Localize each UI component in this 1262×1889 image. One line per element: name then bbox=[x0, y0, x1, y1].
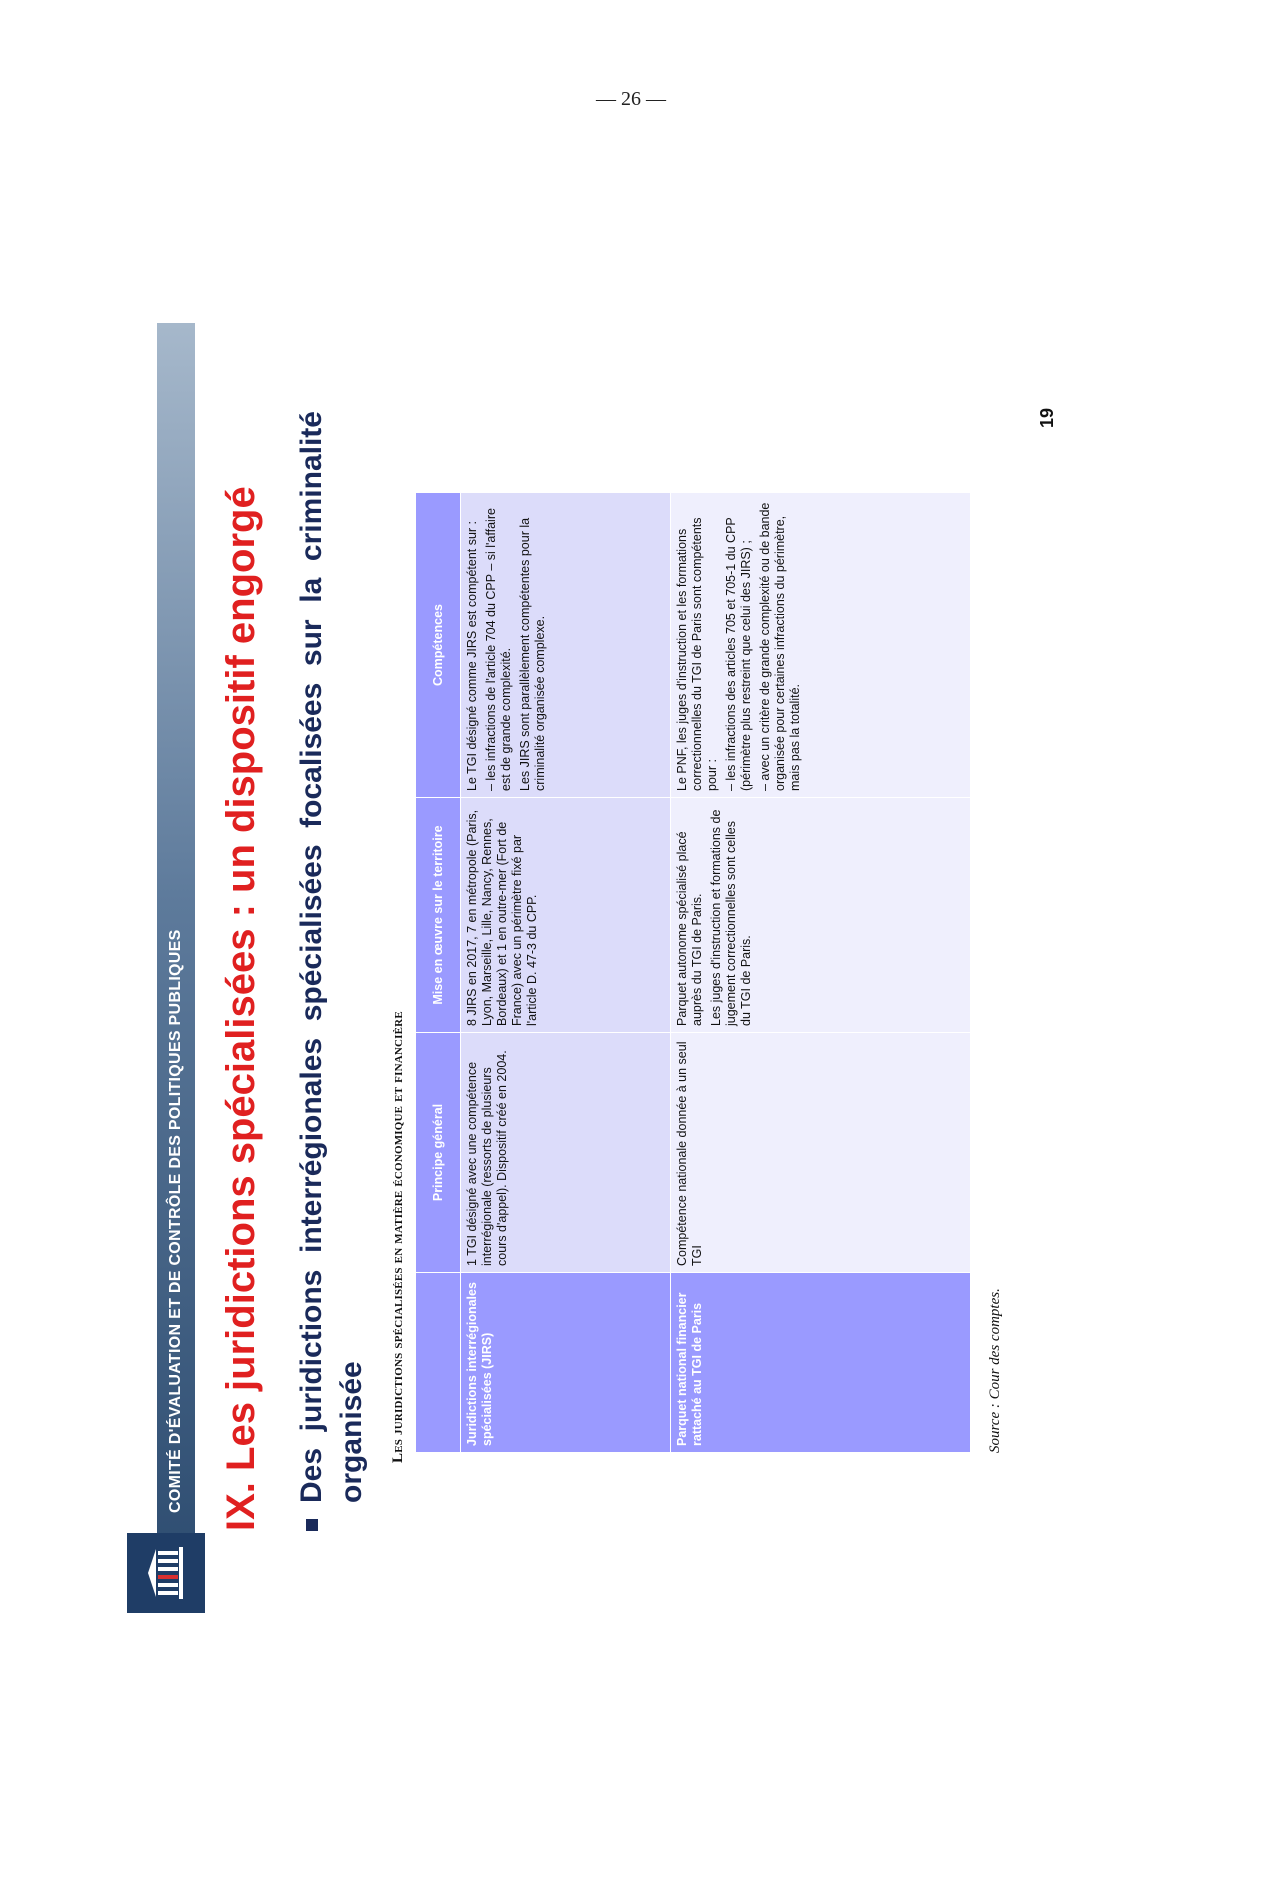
table-source: Source : Cour des comptes. bbox=[987, 1288, 1003, 1453]
bullet-text: Des juridictions interrégionales spécialisées focalisées sur la criminalité organisée bbox=[295, 411, 368, 1503]
slide-number: 19 bbox=[1037, 408, 1057, 429]
page-number: — 26 — bbox=[596, 88, 666, 110]
header-competences: Compétences bbox=[416, 493, 461, 798]
table-caption: Les juridictions spécialisées en matière économique et financière bbox=[390, 1011, 406, 1463]
table-row bbox=[671, 493, 971, 1453]
competences-jirs-3: Les JIRS sont parallèlement compétentes pour la criminalité organisée complexe. bbox=[518, 517, 547, 791]
jurisdictions-table bbox=[415, 492, 971, 1453]
row-label-jirs: Juridictions interrégionales spécialisées (JIRS) bbox=[461, 1273, 671, 1453]
cell-principe-jirs: 1 TGI désigné avec une compétence interrégionale (ressorts de plusieurs cours d'appel). Dispositif créé en 2004. bbox=[461, 1033, 671, 1273]
header-principe: Principe général bbox=[416, 1033, 461, 1273]
cell-mise-jirs: 8 JIRS en 2017, 7 en métropole (Paris, Lyon, Marseille, Lille, Nancy, Rennes, Bordeaux) et 1 en outre-mer (Fort de France) avec un périmètre fixé par l'article D. 47-3 du CPP. bbox=[461, 798, 671, 1033]
cell-mise-pnf bbox=[671, 798, 971, 1033]
cell-competences-jirs bbox=[461, 493, 671, 798]
header-mise-en-oeuvre: Mise en œuvre sur le territoire bbox=[416, 798, 461, 1033]
mise-pnf-2: Les juges d'instruction et formations de jugement correctionnelles sont celles du TGI de Paris. bbox=[709, 809, 753, 1026]
table-header-row bbox=[416, 493, 461, 1453]
bullet-point bbox=[292, 411, 372, 1531]
table-row bbox=[461, 493, 671, 1453]
banner-title: COMITÉ D'ÉVALUATION ET DE CONTRÔLE DES POLITIQUES PUBLIQUES bbox=[167, 929, 184, 1513]
square-bullet-icon bbox=[306, 1519, 318, 1531]
slide-banner bbox=[157, 323, 195, 1613]
competences-pnf-3: – avec un critère de grande complexité ou de bande organisée pour certaines infractions du périmètre, mais pas la totalité. bbox=[758, 502, 802, 791]
cell-principe-pnf: Compétence nationale donnée à un seul TGI bbox=[671, 1033, 971, 1273]
competences-pnf-1: Le PNF, les juges d'instruction et les formations correctionnelles du TGI de Paris sont compétents pour : bbox=[675, 517, 719, 791]
header-empty bbox=[416, 1273, 461, 1453]
competences-pnf-2: – les infractions des articles 705 et 705-1 du CPP (périmètre plus restreint que celui des JIRS) ; bbox=[724, 517, 753, 791]
competences-jirs-2: – les infractions de l'article 704 du CPP – si l'affaire est de grande complexité. bbox=[484, 508, 513, 791]
cell-competences-pnf bbox=[671, 493, 971, 798]
row-label-pnf: Parquet national financier rattaché au TGI de Paris bbox=[671, 1273, 971, 1453]
mise-pnf-1: Parquet autonome spécialisé placé auprès du TGI de Paris. bbox=[675, 831, 704, 1026]
slide-title: IX. Les juridictions spécialisées : un dispositif engorgé bbox=[219, 486, 263, 1531]
rotated-slide bbox=[157, 323, 1097, 1613]
assemblee-logo-icon bbox=[127, 1533, 205, 1613]
competences-jirs-1: Le TGI désigné comme JIRS est compétent sur : bbox=[465, 520, 479, 791]
